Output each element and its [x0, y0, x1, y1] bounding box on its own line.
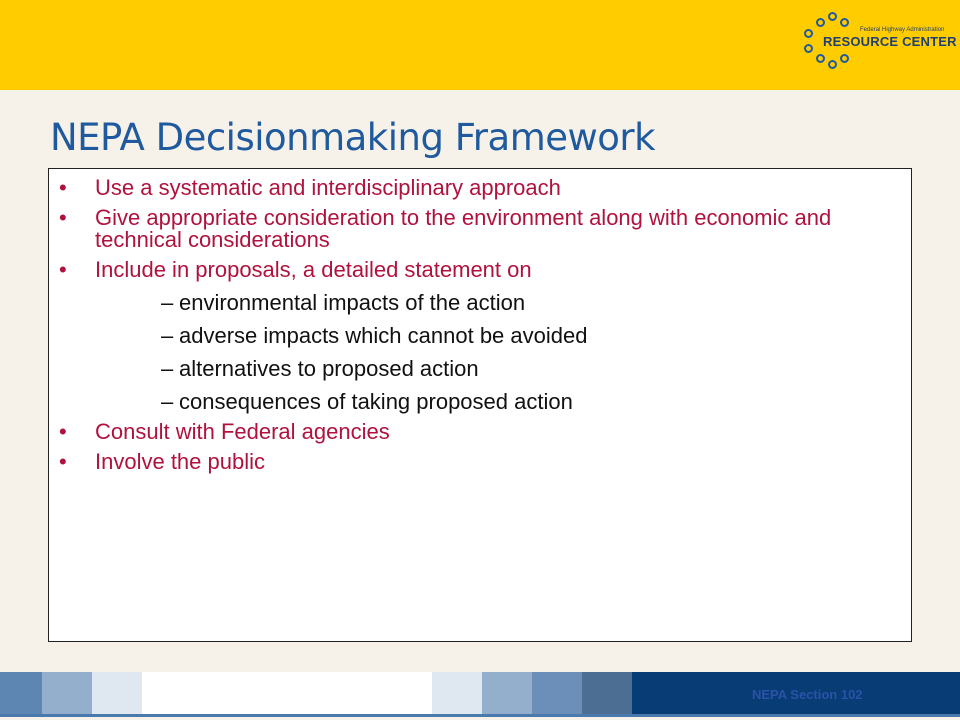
- sub-bullet-item: [49, 325, 911, 347]
- bullet-text: Give appropriate consideration to the environment along with economic and technical considerations: [95, 205, 832, 252]
- logo-ring-icon: [804, 44, 813, 53]
- sub-bullet-text: alternatives to proposed action: [179, 356, 479, 381]
- bullet-list: [49, 169, 911, 473]
- logo-ring-icon: [804, 29, 813, 38]
- footer-segment: [432, 672, 482, 714]
- bullet-item: [49, 259, 911, 281]
- bullet-item: [49, 451, 911, 473]
- bullet-text: Include in proposals, a detailed statement on: [95, 257, 532, 282]
- bullet-icon: •: [59, 449, 67, 474]
- sub-bullet-text: adverse impacts which cannot be avoided: [179, 323, 588, 348]
- bullet-icon: •: [59, 175, 67, 200]
- bullet-item: [49, 207, 911, 251]
- footer-segment: [42, 672, 92, 714]
- logo-title-text: RESOURCE CENTER: [823, 34, 957, 49]
- dash-icon: –: [161, 290, 174, 315]
- dash-icon: –: [161, 356, 174, 381]
- dash-icon: –: [161, 389, 174, 414]
- sub-bullet-text: environmental impacts of the action: [179, 290, 526, 315]
- bullet-icon: •: [59, 419, 67, 444]
- slide-title: NEPA Decisionmaking Framework: [50, 116, 656, 159]
- footer-segment: [482, 672, 532, 714]
- sub-bullet-item: [49, 358, 911, 380]
- footer-section-label: NEPA Section 102: [752, 687, 863, 702]
- sub-bullet-text: consequences of taking proposed action: [179, 389, 573, 414]
- content-box: [48, 168, 912, 642]
- footer-segment: [92, 672, 142, 714]
- logo-ring-icon: [816, 54, 825, 63]
- footer-segment: [142, 672, 432, 714]
- dash-icon: –: [161, 323, 174, 348]
- footer-line: [0, 714, 960, 717]
- logo-agency-text: Federal Highway Administration: [860, 27, 945, 33]
- resource-center-logo: [800, 12, 957, 74]
- bullet-icon: •: [59, 257, 67, 282]
- bullet-text: Use a systematic and interdisciplinary approach: [95, 175, 561, 200]
- sub-bullet-item: [49, 391, 911, 413]
- logo-ring-icon: [840, 54, 849, 63]
- logo-ring-icon: [828, 12, 837, 21]
- bullet-item: [49, 177, 911, 199]
- sub-bullet-item: [49, 292, 911, 314]
- logo-ring-icon: [828, 60, 837, 69]
- footer-segment: [582, 672, 632, 714]
- bullet-icon: •: [59, 205, 67, 230]
- logo-ring-icon: [816, 18, 825, 27]
- footer-segment: [532, 672, 582, 714]
- bullet-text: Consult with Federal agencies: [95, 419, 390, 444]
- footer-segment: [0, 672, 42, 714]
- bullet-item: [49, 421, 911, 443]
- bullet-text: Involve the public: [95, 449, 265, 474]
- logo-ring-icon: [840, 18, 849, 27]
